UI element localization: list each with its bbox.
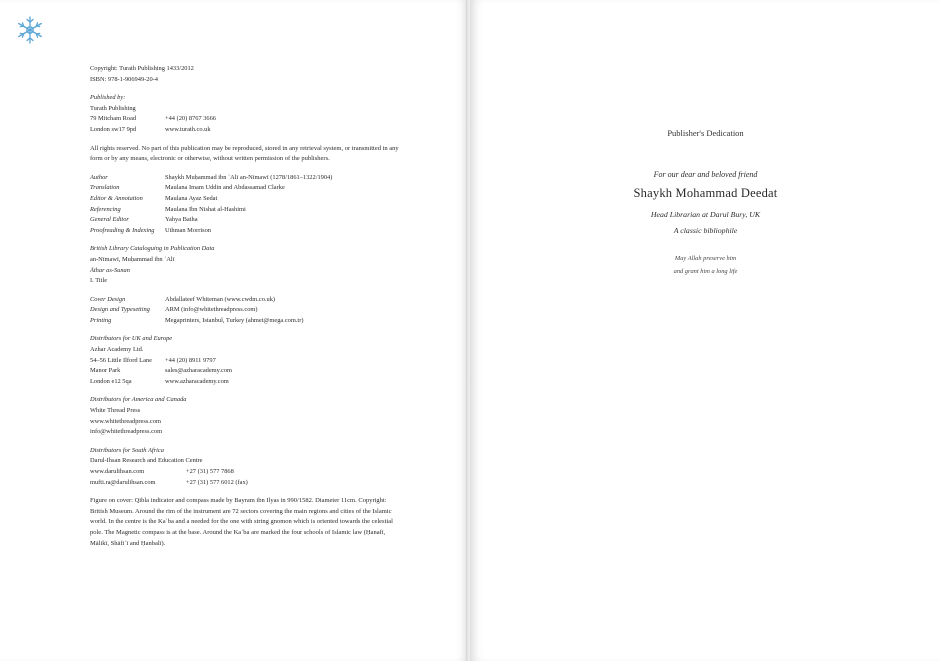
dedicatee-description: A classic bibliophile xyxy=(673,226,738,235)
copyright-page-content xyxy=(90,64,400,557)
distributor-uk-name: Azhar Academy Ltd. xyxy=(90,346,144,354)
credit-name: Uthman Morrison xyxy=(165,226,211,234)
catalogue-author: an-Nīmawī, Muḥammad ibn ʿAlī xyxy=(90,255,175,263)
distributor-america-line: info@whitethreadpress.com xyxy=(90,428,163,436)
credits-block xyxy=(90,173,400,237)
credit-row xyxy=(90,215,400,226)
design-row xyxy=(90,305,400,316)
distributor-uk-row xyxy=(90,366,400,377)
credit-role: General Editor xyxy=(90,216,129,224)
copyright-line: Copyright: Turath Publishing 1433/2012 xyxy=(90,65,194,72)
left-page xyxy=(0,0,466,661)
right-page xyxy=(471,0,940,661)
credit-role: Referencing xyxy=(90,205,121,213)
dedicatee-role: Head Librarian at Darul Bury, UK xyxy=(650,210,761,219)
credit-name: Yahya Batha xyxy=(165,216,198,224)
publisher-city-row xyxy=(90,125,400,136)
credit-role: Author xyxy=(90,173,108,181)
publisher-website: www.turath.co.uk xyxy=(165,125,211,133)
distributors-sa-heading: Distributors for South Africa xyxy=(90,446,164,454)
distributor-america-line: www.whitethreadpress.com xyxy=(90,417,161,425)
distributors-sa-block xyxy=(90,446,400,488)
catalogue-work: Āthar as-Sunan xyxy=(90,266,130,274)
rights-statement: All rights reserved. No part of this publication may be reproduced, stored in any retrieval system, or transmitted in any form or by any means, electronic or otherwise, without written permission of the publishers. xyxy=(90,144,399,163)
credit-name: Maulana Ayaz Sedat xyxy=(165,194,218,202)
design-name: ARM (info@whitethreadpress.com) xyxy=(165,306,258,314)
credit-row xyxy=(90,205,400,216)
credit-row xyxy=(90,226,400,237)
distributor-sa-contact: mufti.ra@darulihsan.com xyxy=(90,478,156,486)
credit-role: Translation xyxy=(90,184,120,192)
publisher-address: 79 Mitcham Road xyxy=(90,115,137,123)
published-by-block xyxy=(90,93,400,135)
credit-row xyxy=(90,173,400,184)
snowflake-logo-icon xyxy=(14,14,46,46)
isbn-line: ISBN: 978-1-906949-20-4 xyxy=(90,75,158,83)
distributor-uk-address: Manor Park xyxy=(90,367,121,375)
distributors-america-heading: Distributors for America and Canada xyxy=(90,396,187,404)
credit-row xyxy=(90,183,400,194)
design-role: Cover Design xyxy=(90,295,126,303)
design-block xyxy=(90,295,400,327)
credit-name: Shaykh Muḥammad ibn ʿAlī an-Nīmawī (1278/1861–1322/1904) xyxy=(165,173,333,181)
distributors-uk-block xyxy=(90,334,400,387)
catalogue-title: I. Title xyxy=(90,277,108,285)
distributor-uk-address: 54–56 Little Ilford Lane xyxy=(90,356,152,364)
credit-role: Proofreading & Indexing xyxy=(90,226,155,234)
distributor-uk-row xyxy=(90,377,400,388)
dedication-title: Publisher's Dedication xyxy=(667,128,744,138)
distributor-uk-address: London e12 5qa xyxy=(90,377,132,385)
distributor-sa-row xyxy=(90,467,400,478)
dedication-prayer-line: May Allah preserve him xyxy=(674,255,737,262)
cataloguing-heading: British Library Cataloguing in Publication Data xyxy=(90,245,215,253)
distributors-uk-heading: Distributors for UK and Europe xyxy=(90,335,173,343)
credit-role: Editor & Annotation xyxy=(90,194,143,202)
cover-note: Figure on cover: Qibla indicator and compass made by Bayram ibn Ilyas in 990/1582. Diameter 11cm. Copyright: British Museum. Around the rim of the instrument are 72 sectors covering the main regions and cities of the Islamic world. In the centre is the Kaʿba and a needed for the one with string gnomon which is oriented towards the celestial pole. The Magnetic compass is at the base. Around the Kaʿba are marked the four schools of Islamic law (Ḥanafī, Mālikī, Shāfiʿī and Ḥanbalī). xyxy=(90,497,393,547)
design-role: Printing xyxy=(90,316,112,324)
distributor-uk-contact: www.azharacademy.com xyxy=(165,377,229,385)
design-name: Megaprinters, Istanbul, Turkey (ahmet@mega.com.tr) xyxy=(165,316,304,324)
credit-name: Maulana Ibn Nishat al-Hashimi xyxy=(165,205,246,213)
credit-name: Maulana Imam Uddin and Abdassamad Clarke xyxy=(165,184,285,192)
distributor-sa-row xyxy=(90,478,400,489)
distributors-america-block xyxy=(90,395,400,437)
design-role: Design and Typesetting xyxy=(90,306,150,314)
distributor-uk-contact: +44 (20) 8911 9797 xyxy=(165,356,216,364)
design-name: Abdallateef Whiteman (www.cwdm.co.uk) xyxy=(165,295,276,303)
design-row xyxy=(90,316,400,327)
cataloguing-block xyxy=(90,244,400,286)
publisher-phone: +44 (20) 8767 3666 xyxy=(165,115,216,123)
distributor-uk-row xyxy=(90,356,400,367)
design-row xyxy=(90,295,400,306)
distributor-uk-contact: sales@azharacademy.com xyxy=(165,367,233,375)
copyright-block xyxy=(90,64,400,85)
credit-row xyxy=(90,194,400,205)
distributor-sa-phone: +27 (31) 577 6012 (fax) xyxy=(186,478,248,486)
publisher-address-row xyxy=(90,114,400,125)
dedication-prayer-line: and grant him a long life xyxy=(673,268,738,275)
dedication-for-line: For our dear and beloved friend xyxy=(653,170,758,179)
distributor-america-line: White Thread Press xyxy=(90,407,141,415)
distributor-sa-contact: www.darulihsan.com xyxy=(90,468,145,475)
distributor-sa-phone: +27 (31) 577 7868 xyxy=(186,468,234,475)
publisher-city: London sw17 9pd xyxy=(90,125,137,133)
published-by-heading: Published by: xyxy=(90,94,126,102)
publisher-name: Turath Publishing xyxy=(90,104,136,112)
distributor-sa-name: Darul-Ihsan Research and Education Centre xyxy=(90,457,203,465)
dedicatee-name: Shaykh Mohammad Deedat xyxy=(633,186,778,200)
